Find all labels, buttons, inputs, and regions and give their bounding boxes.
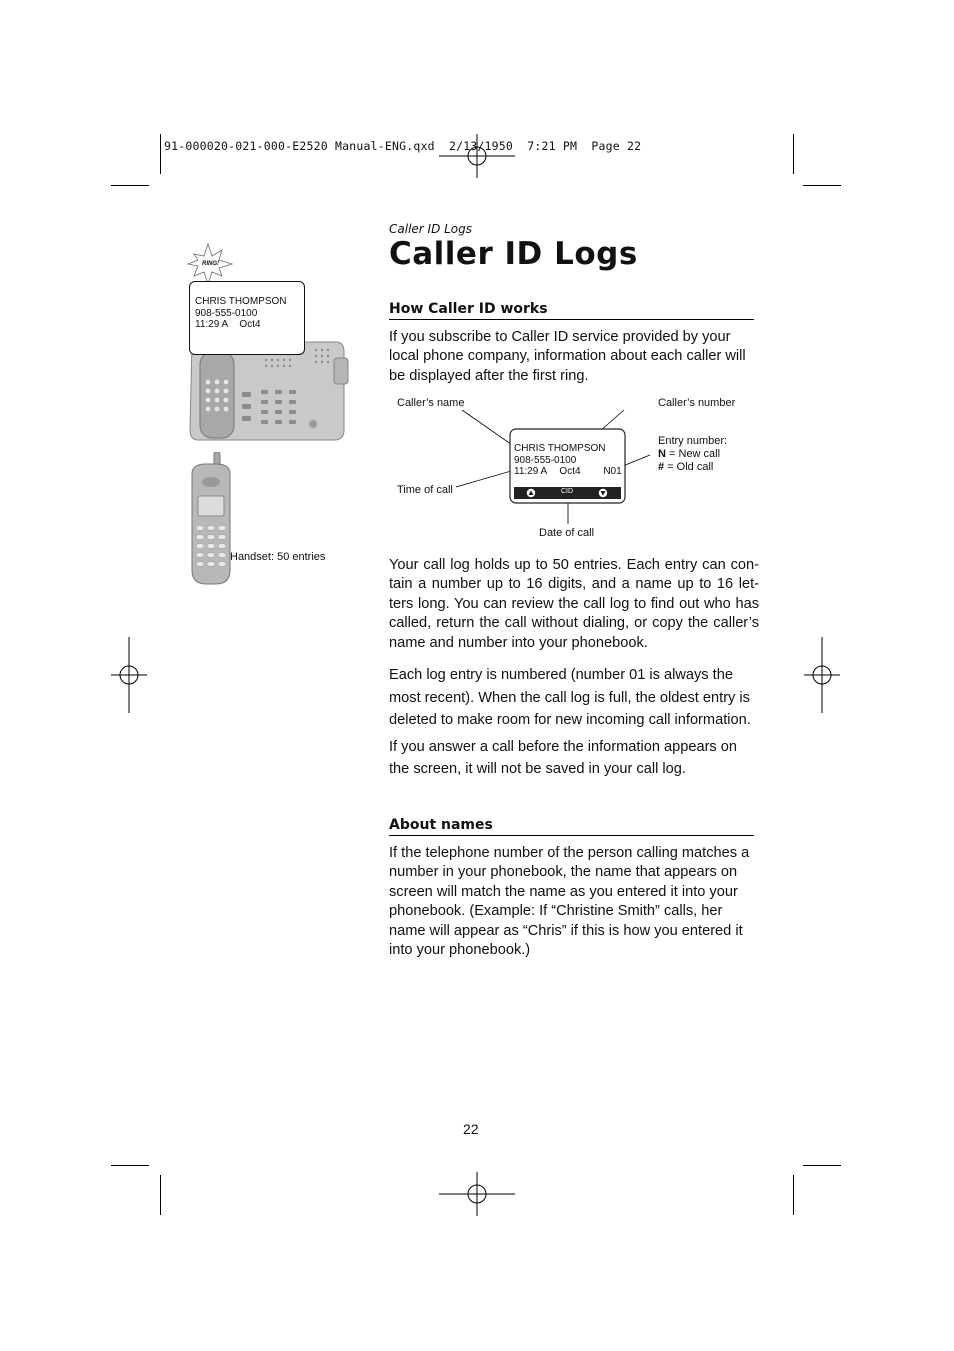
- paragraph-answer-before-info: If you answer a call before the information appears on the screen, it will not be saved in your call log.: [389, 739, 738, 777]
- label-time-of-call: Time of call: [397, 484, 453, 496]
- label-date-of-call: Date of call: [539, 527, 595, 539]
- diagram-screen-number: 908-555-0100: [514, 454, 577, 466]
- entry-old-key: #: [658, 461, 665, 473]
- base-screen-time: 11:29 A: [195, 319, 228, 330]
- softkey-cid-label: CID: [560, 488, 574, 495]
- handset-illustration: [186, 452, 236, 586]
- page-number: 22: [463, 1121, 479, 1137]
- base-screen-name: CHRIS THOMPSON: [195, 296, 287, 307]
- ring-label: RING!: [202, 261, 219, 267]
- diagram-screen-entry: N01: [603, 466, 622, 477]
- diagram-screen-name: CHRIS THOMPSON: [514, 443, 606, 454]
- paragraph-entry-numbering: Each log entry is numbered (number 01 is always the most recent). When the call log is full, the oldest entry is deleted to make room for new incoming call information.: [389, 667, 751, 728]
- base-screen-date: Oct4: [239, 319, 261, 330]
- entry-new-key: N: [658, 448, 666, 460]
- entry-new-text: = New call: [669, 448, 721, 460]
- base-display-callout: [189, 281, 305, 355]
- heading-how-caller-id-works: How Caller ID works: [389, 301, 754, 320]
- heading-about-names: About names: [389, 817, 754, 836]
- base-screen-number: 908-555-0100: [195, 307, 258, 319]
- label-callers-number: Caller’s number: [658, 397, 736, 409]
- section-label: Caller ID Logs: [389, 222, 473, 236]
- label-entry-number: [658, 435, 727, 474]
- intro-paragraph: If you subscribe to Caller ID service provided by your local phone company, information about each caller will be displayed after the first ring.: [389, 329, 746, 384]
- paragraph-call-log-capacity: Your call log holds up to 50 entries. Each entry can con-tain a number up to 16 digits, and a name up to 16 let-ters long. You can review the call log to find out who has called, return the call without dialing, or copy the caller’s name and number into your phonebook.: [389, 557, 759, 651]
- handset-caption: Handset: 50 entries: [230, 551, 326, 563]
- paragraph-about-names: If the telephone number of the person calling matches a number in your phonebook, the name that appears on screen will match the name as you entered it into your phonebook. (Example: If “Christine Smith” calls, her name will appear as “Chris” if this is how you entered it into your phonebook.): [389, 845, 750, 959]
- base-phone-illustration: [186, 242, 356, 447]
- diagram-screen-time: 11:29 A: [514, 466, 547, 477]
- file-slug: 91-000020-021-000-E2520 Manual-ENG.qxd 2/13/1950 7:21 PM Page 22: [164, 139, 642, 153]
- entry-number-title: Entry number:: [658, 435, 728, 447]
- diagram-screen-text: [514, 443, 622, 478]
- page-title: Caller ID Logs: [389, 236, 638, 272]
- diagram-screen-date: Oct4: [559, 466, 581, 477]
- label-callers-name: Caller’s name: [397, 397, 465, 409]
- entry-old-text: = Old call: [667, 461, 714, 473]
- diagram-softkeys: [522, 487, 612, 499]
